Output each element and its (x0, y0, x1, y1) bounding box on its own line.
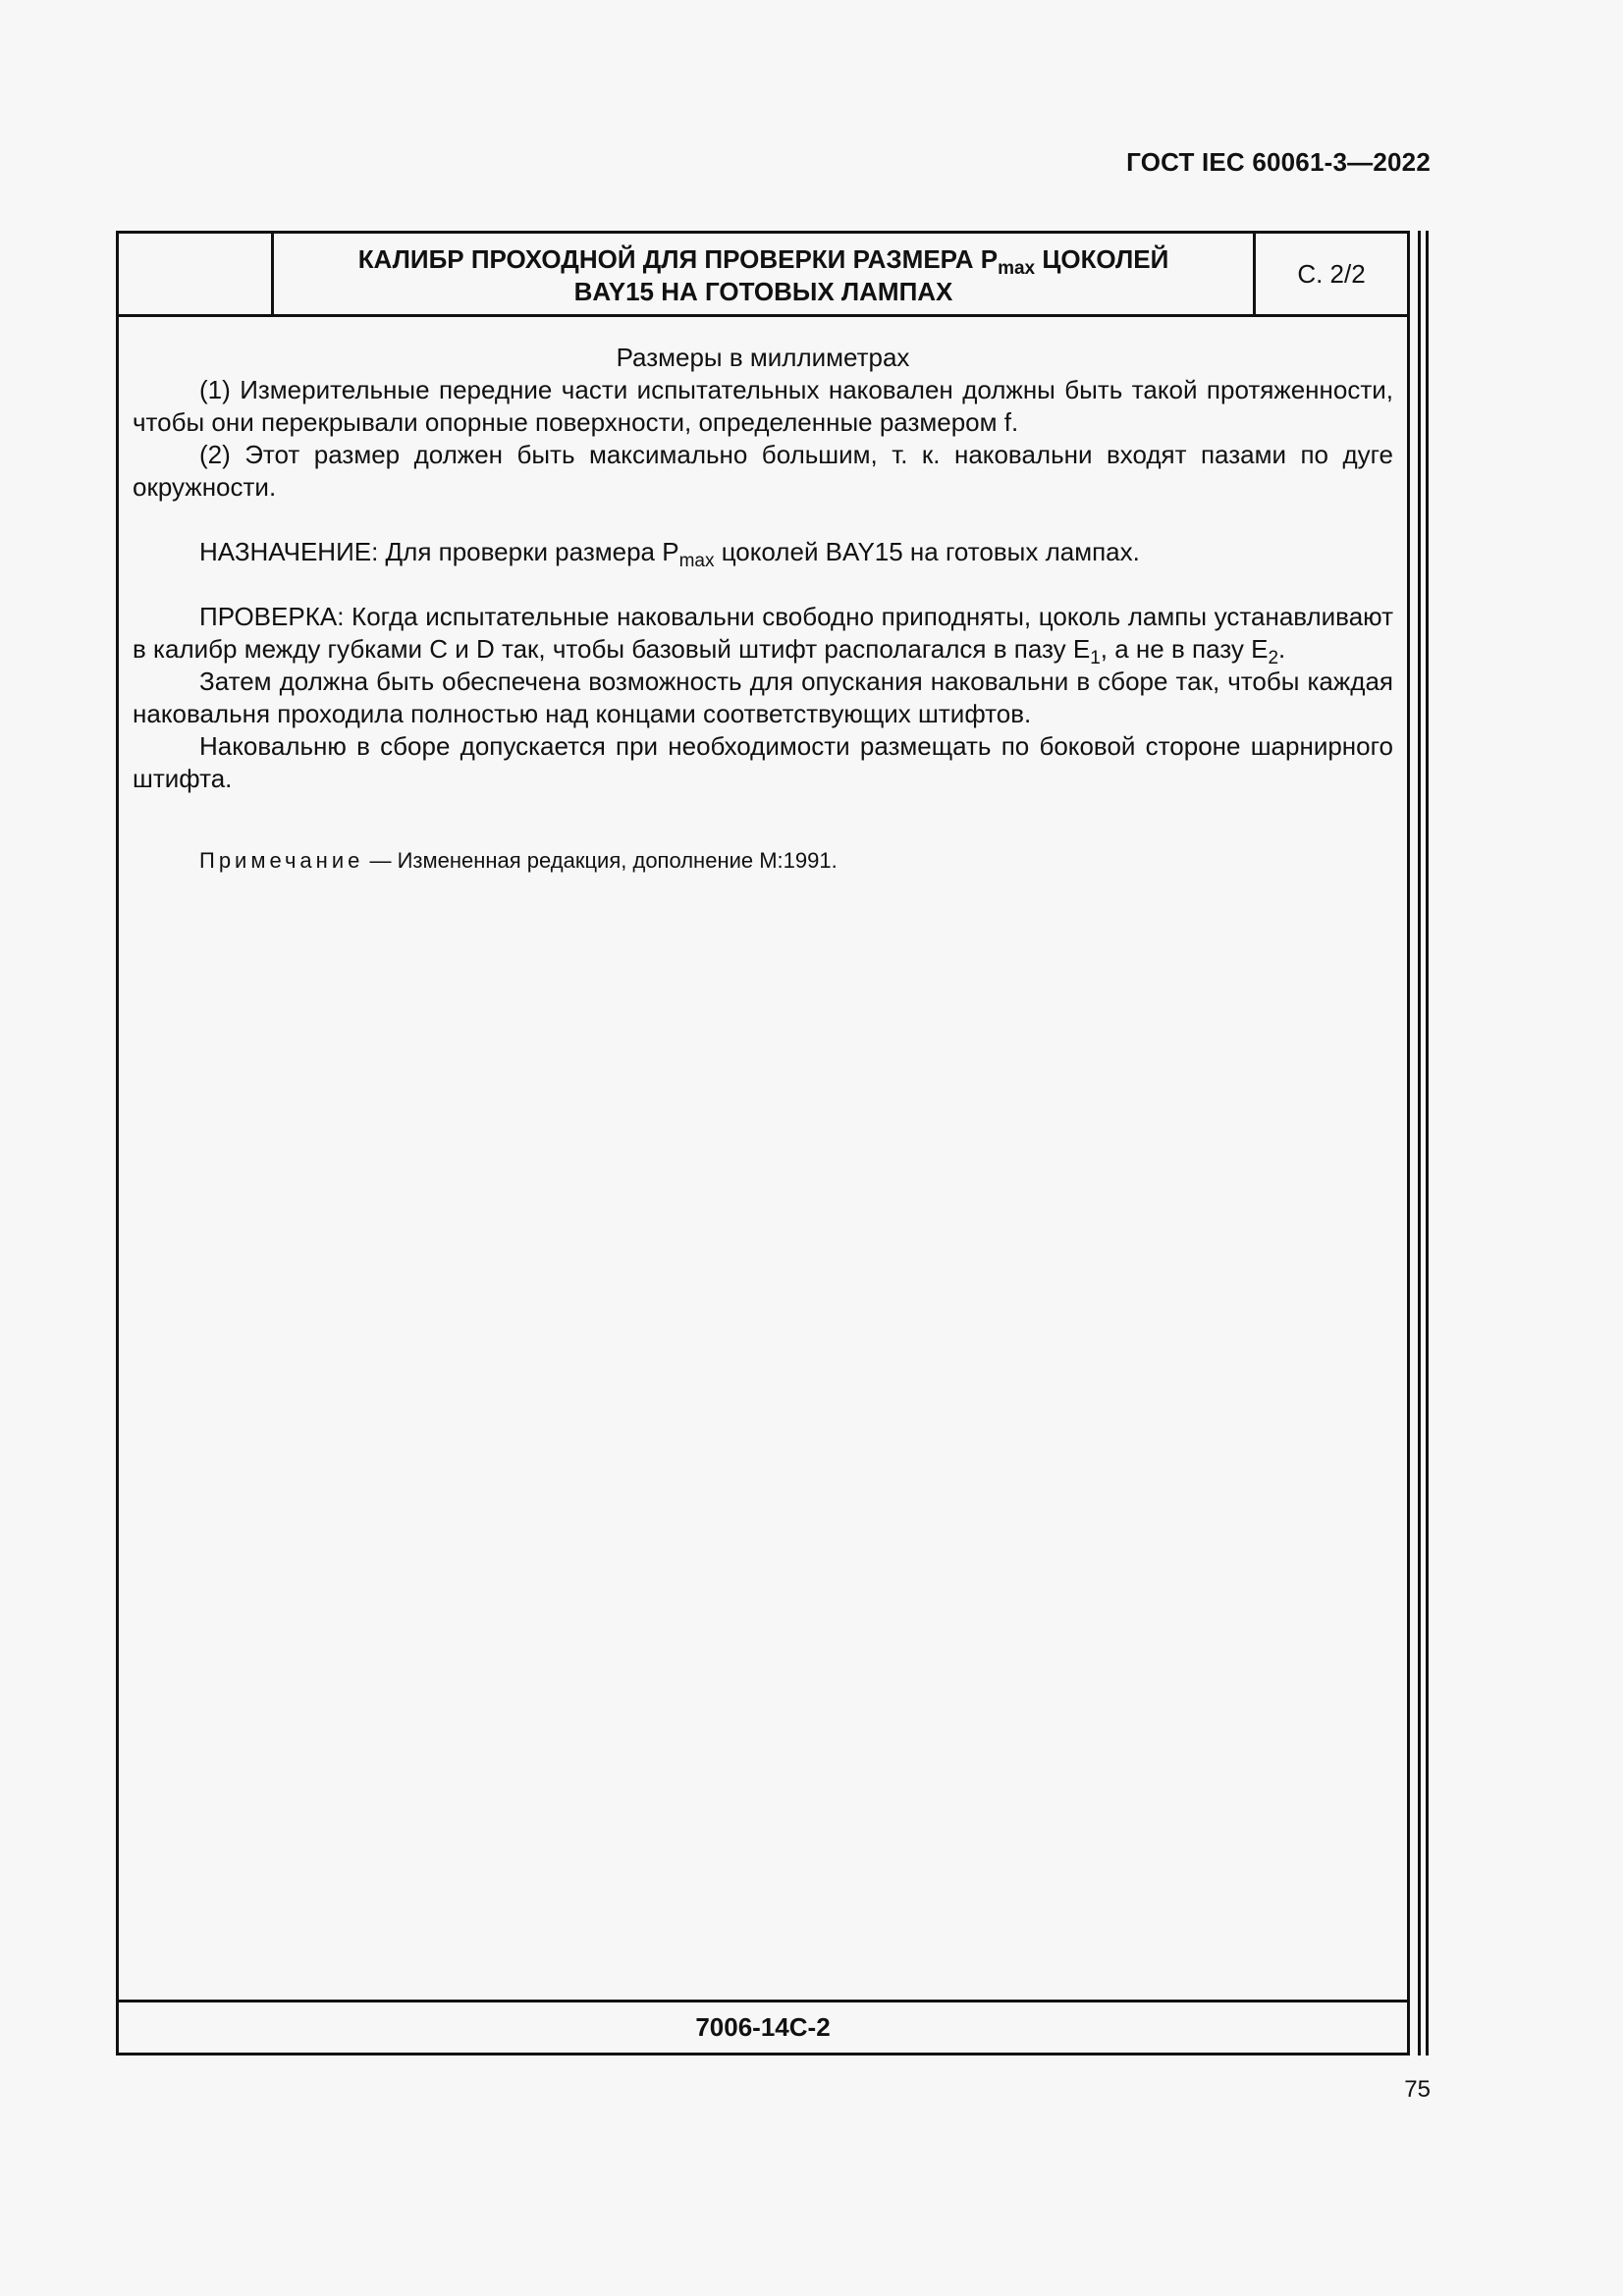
paragraph-3: Затем должна быть обеспечена возможность для опускания наковальни в сборе так, чтобы каждая наковальня проходила полностью над концами соответствующих штифтов. (133, 667, 1393, 728)
standard-code: ГОСТ IEC 60061-3—2022 (1126, 147, 1431, 177)
note-text: — Измененная редакция, дополнение M:1991. (363, 848, 838, 873)
sheet-footer-code: 7006-14C-2 (119, 2000, 1407, 2053)
purpose-paragraph (133, 536, 1393, 571)
sheet-page-label: С. 2/2 (1297, 258, 1366, 289)
header-empty-cell (119, 234, 274, 314)
title-subscript: max (998, 258, 1036, 279)
sheet-body (133, 342, 1393, 877)
note-label: Примечание (199, 848, 364, 873)
sheet-frame (116, 231, 1410, 2056)
paragraph-2: (2) Этот размер должен быть максимально большим, т. к. наковальни входят пазами по дуге окружности. (133, 440, 1393, 502)
title-part2: ЦОКОЛЕЙ (1035, 244, 1169, 274)
check-text-b: , а не в пазу E (1100, 634, 1269, 664)
binding-line-outer (1426, 231, 1429, 2056)
note-paragraph (133, 844, 1393, 877)
purpose-text-b: цоколей BAY15 на готовых лампах. (714, 537, 1140, 566)
check-paragraph (133, 601, 1393, 666)
purpose-subscript: max (678, 551, 715, 571)
title-line2: BAY15 НА ГОТОВЫХ ЛАМПАХ (573, 277, 953, 306)
title-part1: КАЛИБР ПРОХОДНОЙ ДЛЯ ПРОВЕРКИ РАЗМЕРА P (357, 244, 999, 274)
dimensions-note: Размеры в миллиметрах (616, 343, 910, 372)
check-subscript-2: 2 (1268, 648, 1279, 668)
page-number: 75 (1404, 2076, 1431, 2103)
check-text-c: . (1278, 634, 1286, 664)
sheet-header (119, 234, 1407, 317)
check-subscript-1: 1 (1090, 648, 1101, 668)
purpose-text-a: НАЗНАЧЕНИЕ: Для проверки размера P (199, 537, 679, 566)
binding-line-inner (1418, 231, 1421, 2056)
check-text-a: ПРОВЕРКА: Когда испытательные наковальни свободно приподняты, цоколь лампы устанавливают в калибр между губками C и D так, чтобы базовый штифт располагался в пазу E (133, 602, 1393, 664)
sheet-title (274, 234, 1256, 314)
paragraph-1: (1) Измерительные передние части испытательных наковален должны быть такой протяженности, чтобы они перекрывали опорные поверхности, определенные размером f. (133, 375, 1393, 437)
paragraph-4: Наковальню в сборе допускается при необходимости размещать по боковой стороне шарнирного штифта. (133, 731, 1393, 793)
